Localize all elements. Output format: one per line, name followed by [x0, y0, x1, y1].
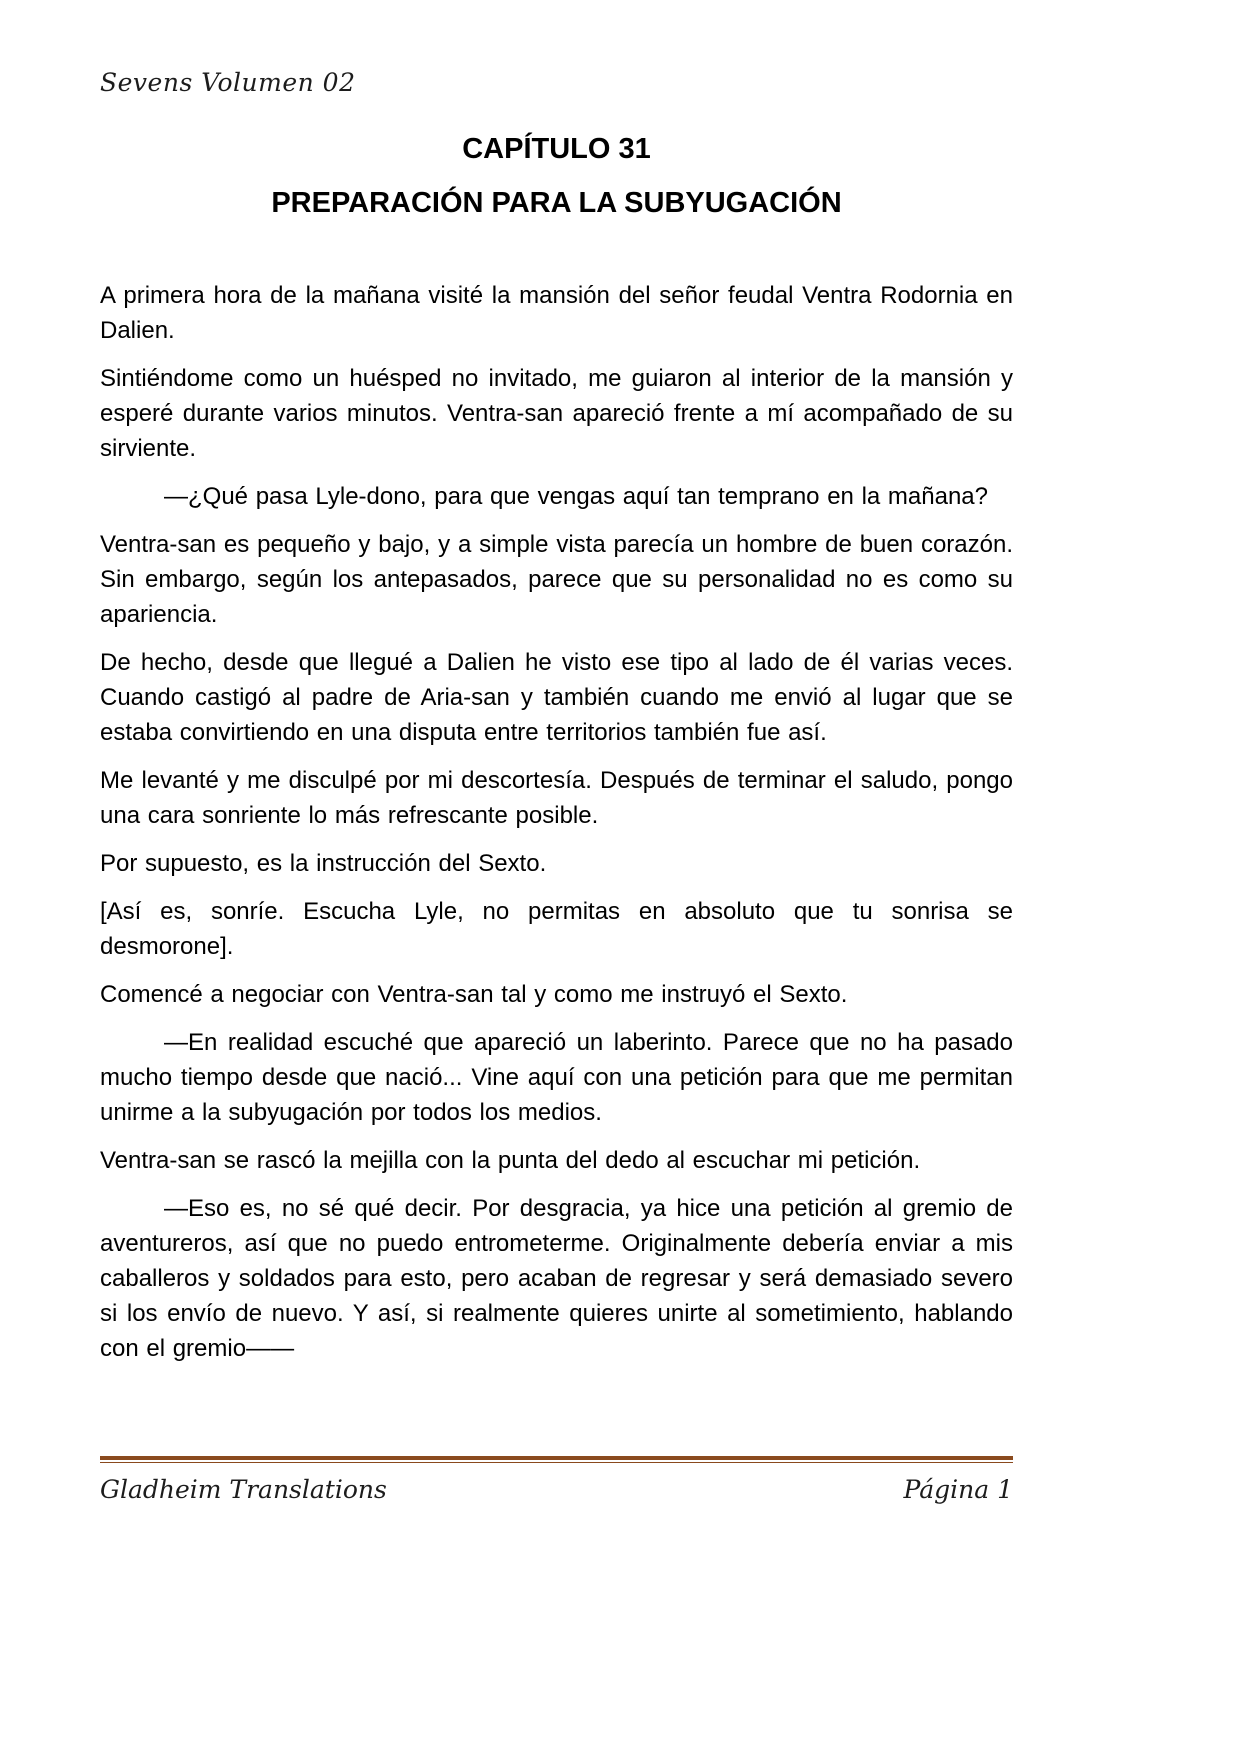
paragraph: [Así es, sonríe. Escucha Lyle, no permitas en absoluto que tu sonrisa se desmorone].	[100, 898, 1013, 960]
chapter-number-heading: CAPÍTULO 31	[462, 133, 651, 165]
paragraph: A primera hora de la mañana visité la mansión del señor feudal Ventra Rodornia en Dalien.	[100, 282, 1013, 344]
dialogue-paragraph: —¿Qué pasa Lyle-dono, para que vengas aquí tan temprano en la mañana?	[164, 483, 988, 510]
chapter-body	[100, 278, 1013, 1366]
paragraph: Ventra-san es pequeño y bajo, y a simple vista parecía un hombre de buen corazón. Sin embargo, según los antepasados, parece que su personalidad no es como su apariencia.	[100, 531, 1013, 628]
paragraph: Sintiéndome como un huésped no invitado, me guiaron al interior de la mansión y esperé durante varios minutos. Ventra-san apareció frente a mí acompañado de su sirviente.	[100, 365, 1013, 462]
page-content	[100, 132, 1013, 1379]
paragraph: Me levanté y me disculpé por mi descortesía. Después de terminar el saludo, pongo una cara sonriente lo más refrescante posible.	[100, 767, 1013, 829]
footer-page-number: Página 1	[903, 1475, 1013, 1504]
paragraph: De hecho, desde que llegué a Dalien he visto ese tipo al lado de él varias veces. Cuando castigó al padre de Aria-san y también cuando me envió al lugar que se estaba convirtiendo en una disputa entre territorios también fue así.	[100, 649, 1013, 746]
paragraph: Ventra-san se rascó la mejilla con la punta del dedo al escuchar mi petición.	[100, 1147, 921, 1174]
page-footer	[100, 1456, 1013, 1504]
paragraph: Por supuesto, es la instrucción del Sexto.	[100, 850, 547, 877]
dialogue-paragraph: —En realidad escuché que apareció un laberinto. Parece que no ha pasado mucho tiempo desde que nació... Vine aquí con una petición para que me permitan unirme a la subyugación por todos los medios.	[100, 1029, 1013, 1126]
footer-translator-credit: Gladheim Translations	[100, 1475, 387, 1504]
page-header-volume-title: Sevens Volumen 02	[100, 68, 356, 97]
paragraph: Comencé a negociar con Ventra-san tal y como me instruyó el Sexto.	[100, 981, 848, 1008]
footer-text-row	[100, 1475, 1013, 1504]
chapter-title-heading: PREPARACIÓN PARA LA SUBYUGACIÓN	[271, 187, 842, 219]
footer-divider-rule	[100, 1456, 1013, 1463]
dialogue-paragraph: —Eso es, no sé qué decir. Por desgracia, ya hice una petición al gremio de aventureros, así que no puedo entrometerme. Originalmente debería enviar a mis caballeros y soldados para esto, pero acaban de regresar y será demasiado severo si los envío de nuevo. Y así, si realmente quieres unirte al sometimiento, hablando con el gremio——	[100, 1195, 1013, 1362]
